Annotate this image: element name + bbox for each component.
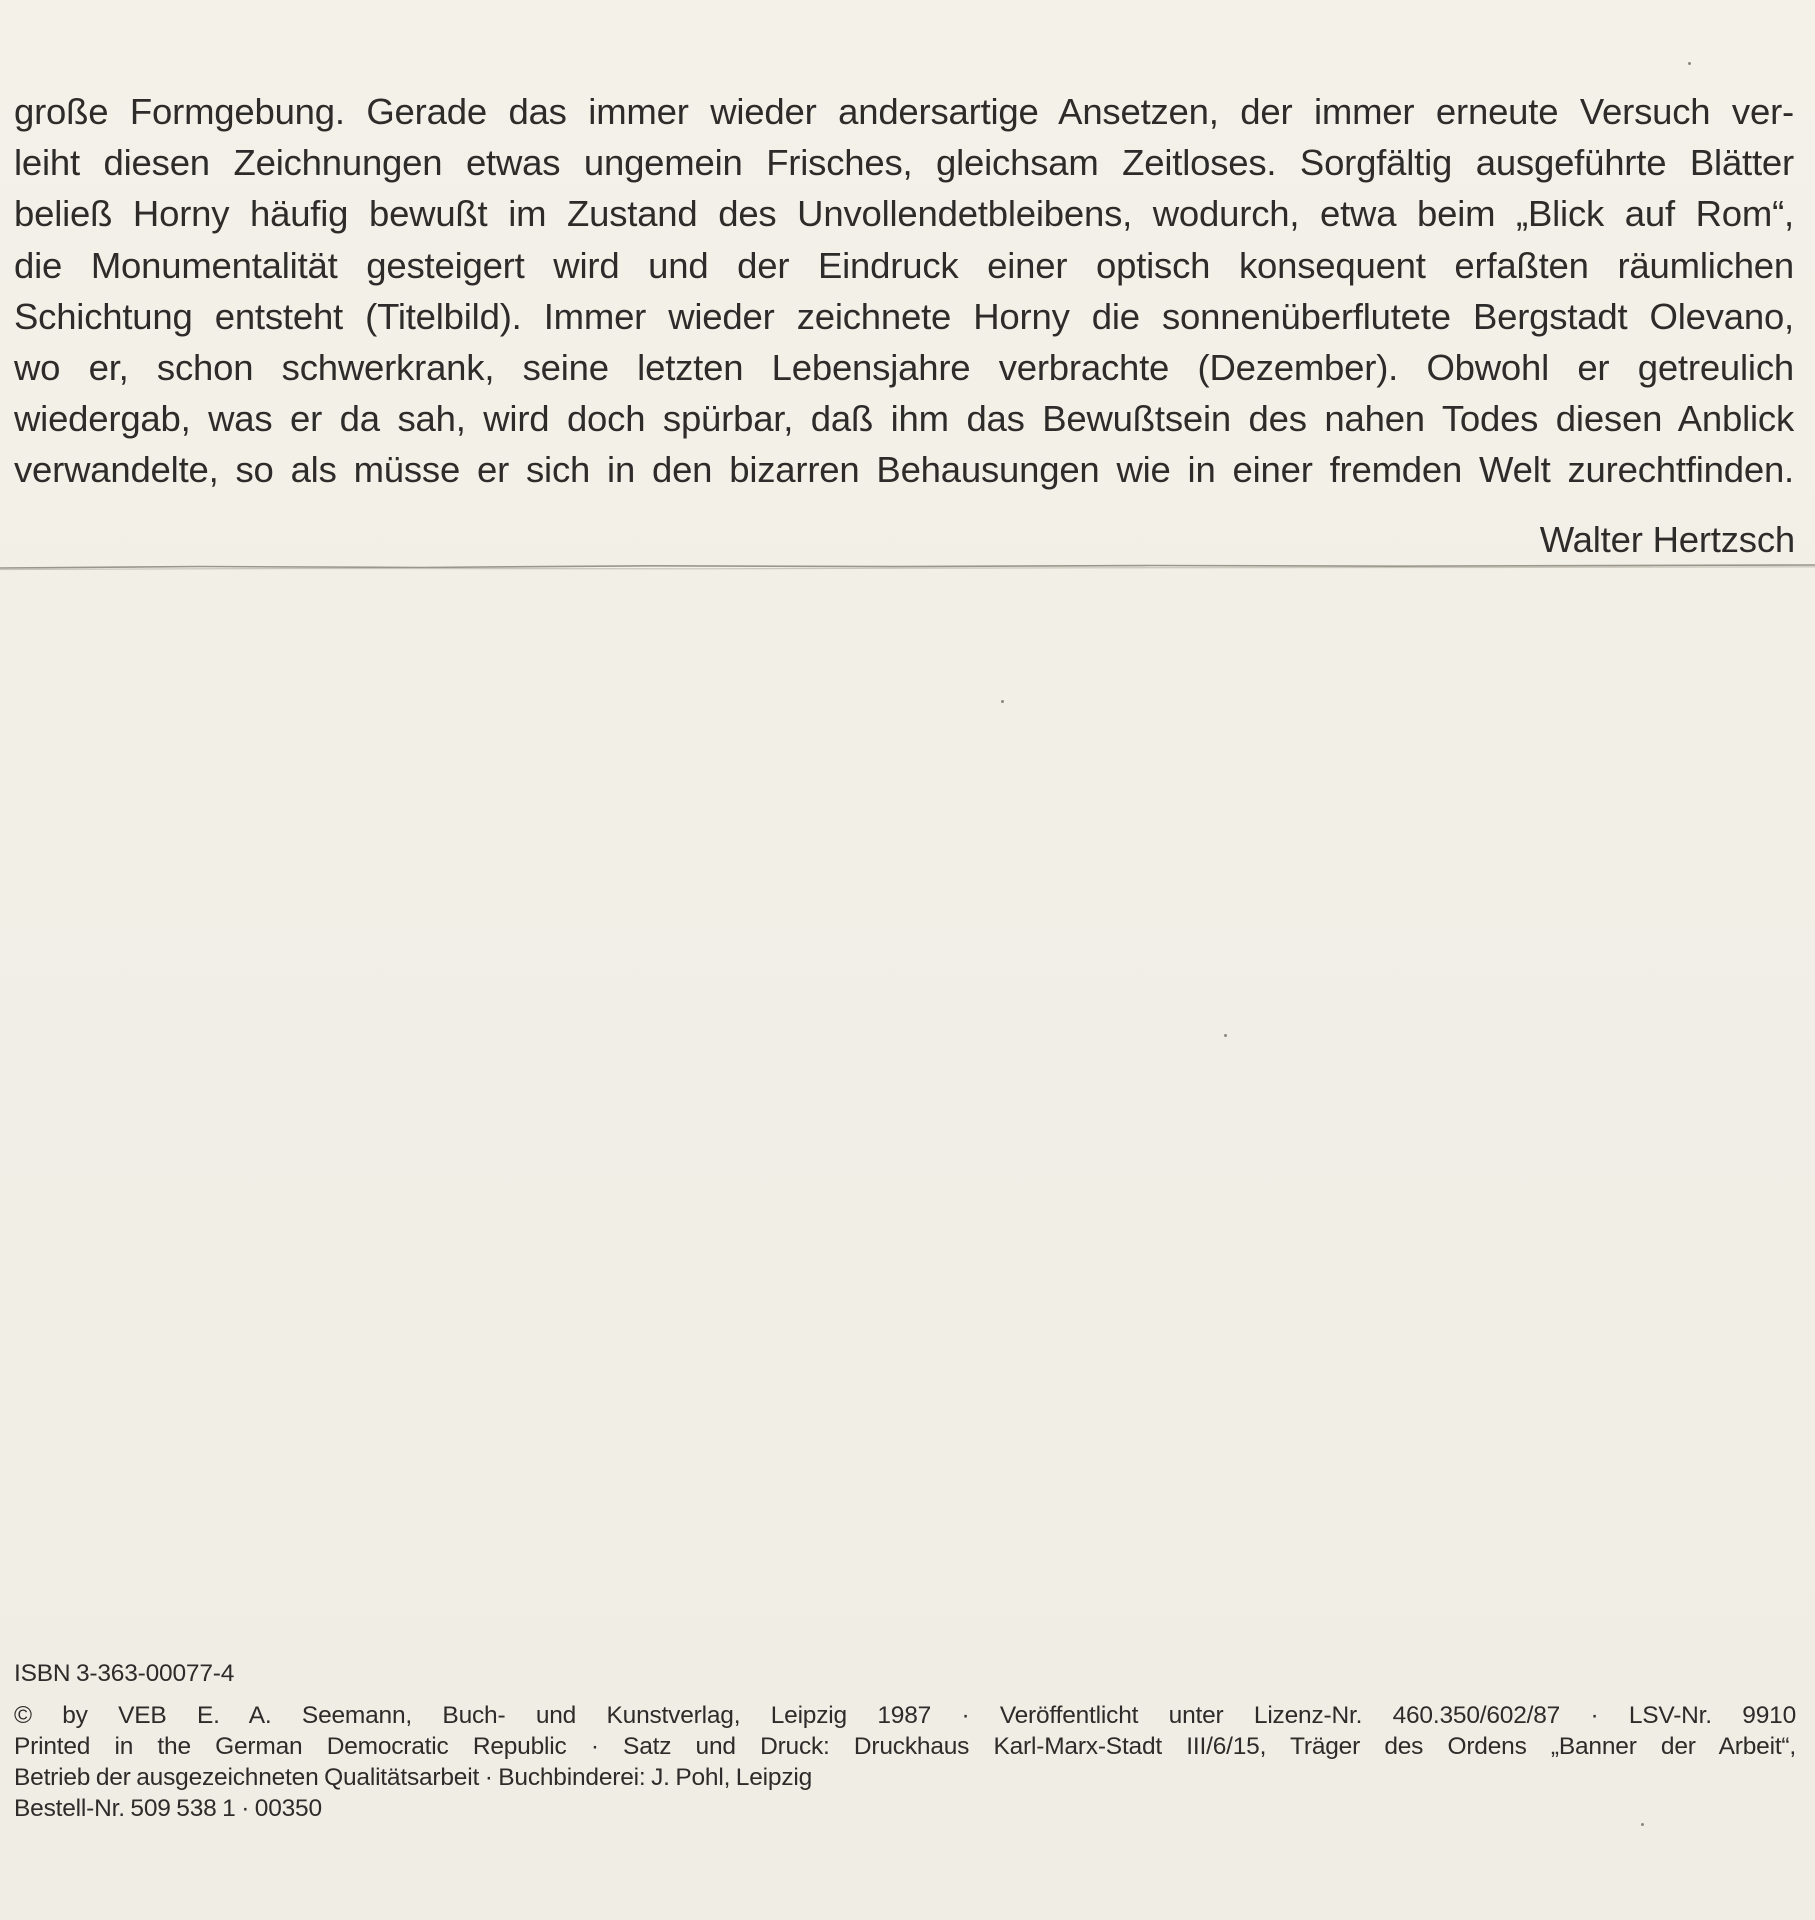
- essay-line-2: leiht diesen Zeichnungen etwas ungemein Frisches, gleichsam Zeitloses. Sorgfältig ausgeführte Blätter: [14, 142, 1794, 184]
- essay-line-8: verwandelte, so als müsse er sich in den bizarren Behausungen wie in einer fremden Welt zurechtfinden.: [14, 449, 1794, 491]
- imprint-line-1: © by VEB E. A. Seemann, Buch- und Kunstverlag, Leipzig 1987 · Veröffentlicht unter Lizenz-Nr. 460.350/602/87 · LSV-Nr. 9910: [14, 1702, 1796, 1729]
- essay-line-6: wo er, schon schwerkrank, seine letzten Lebensjahre verbrachte (Dezember). Obwohl er getreulich: [14, 346, 1794, 388]
- essay-paragraph: [14, 86, 1794, 496]
- essay-line-7: wiedergab, was er da sah, wird doch spürbar, daß ihm das Bewußtsein des nahen Todes diesen Anblick: [14, 398, 1794, 440]
- isbn-number: ISBN 3-363-00077-4: [14, 1660, 235, 1687]
- paper-speck: [1224, 1034, 1227, 1037]
- essay-line-1: große Formgebung. Gerade das immer wieder andersartige Ansetzen, der immer erneute Versuch ver-: [14, 91, 1794, 132]
- essay-line-4: die Monumentalität gesteigert wird und der Eindruck einer optisch konsequent erfaßten räumlichen: [14, 244, 1794, 286]
- colophon-imprint: [14, 1658, 1796, 1824]
- essay-line-5: Schichtung entsteht (Titelbild). Immer wieder zeichnete Horny die sonnenüberflutete Bergstadt Olevano,: [14, 295, 1794, 337]
- essay-line-3: beließ Horny häufig bewußt im Zustand des Unvollendetbleibens, wodurch, etwa beim „Blick auf Rom“,: [14, 193, 1794, 235]
- paper-speck: [1688, 62, 1691, 65]
- author-signature: Walter Hertzsch: [1539, 519, 1795, 560]
- imprint-line-2: Printed in the German Democratic Republic · Satz und Druck: Druckhaus Karl-Marx-Stadt III/6/15, Träger des Ordens „Banner der Arbeit“,: [14, 1733, 1796, 1760]
- imprint-line-3: Betrieb der ausgezeichneten Qualitätsarbeit · Buchbinderei: J. Pohl, Leipzig: [14, 1764, 813, 1791]
- paper-speck: [1001, 700, 1004, 703]
- paper-speck: [1641, 1823, 1644, 1826]
- fold-crease-line: [0, 562, 1815, 572]
- imprint-line-4: Bestell-Nr. 509 538 1 · 00350: [14, 1795, 322, 1822]
